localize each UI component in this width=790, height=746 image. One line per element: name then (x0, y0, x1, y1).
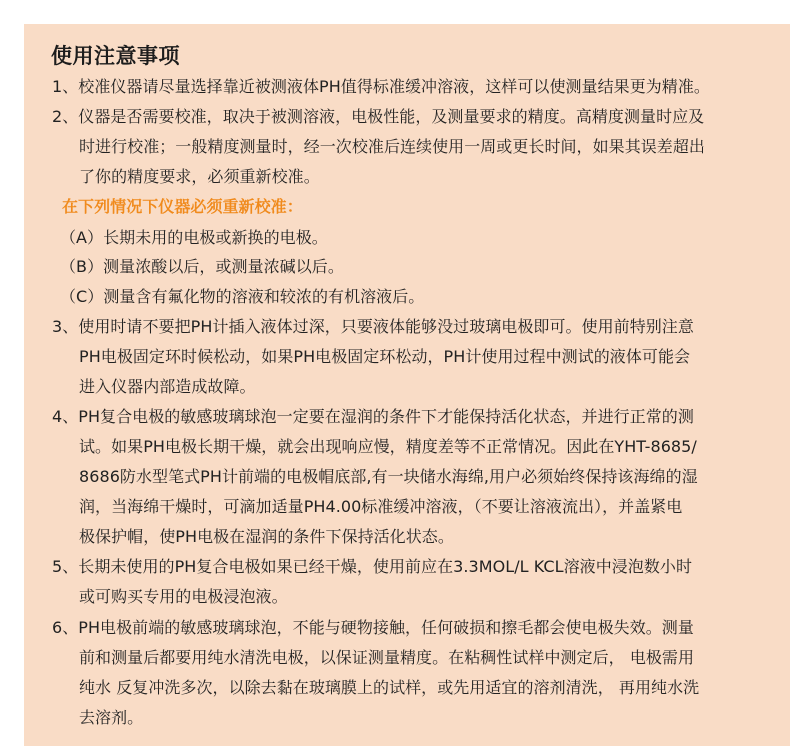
item-6-line-4: 去溶剂。 (79, 708, 144, 727)
item-3-line-2: PH电极固定环时候松动，如果PH电极固定环松动，PH计使用过程中测试的液体可能会 (79, 347, 691, 366)
item-1-line-1: 1、校准仪器请尽量选择靠近被测液体PH值得标准缓冲溶液，这样可以使测量结果更为精准。 (52, 77, 710, 96)
item-4-line-3: 8686防水型笔式PH计前端的电极帽底部,有一块储水海绵,用户必须始终保持该海绵的湿 (79, 467, 698, 486)
item-4-line-2: 试。如果PH电极长期干燥，就会出现响应慢，精度差等不正常情况。因此在YHT-8685/ (79, 437, 697, 456)
recalibration-heading: 在下列情况下仪器必须重新校准： (62, 197, 303, 216)
item-6-line-3: 纯水 反复冲洗多次，以除去黏在玻璃膜上的试样，或先用适宜的溶剂清洗， 再用纯水洗 (79, 678, 700, 697)
item-5-line-2: 或可购买专用的电极浸泡液。 (79, 587, 288, 606)
item-2-line-3: 了你的精度要求，必须重新校准。 (79, 167, 320, 186)
item-3-line-3: 进入仪器内部造成故障。 (79, 377, 256, 396)
case-b: （B）测量浓酸以后，或测量浓碱以后。 (60, 257, 344, 276)
item-6-line-2: 前和测量后都要用纯水清洗电极，以保证测量精度。在粘稠性试样中测定后， 电极需用 (79, 648, 695, 667)
item-4-line-1: 4、PH复合电极的敏感玻璃球泡一定要在湿润的条件下才能保持活化状态，并进行正常的测 (52, 407, 694, 426)
item-2-line-1: 2、仪器是否需要校准，取决于被测溶液，电极性能，及测量要求的精度。高精度测量时应及 (52, 107, 705, 126)
item-2-line-2: 时进行校准；一般精度测量时，经一次校准后连续使用一周或更长时间，如果其误差超出 (79, 137, 705, 156)
case-c: （C）测量含有氟化物的溶液和较浓的有机溶液后。 (60, 287, 425, 306)
item-6-line-1: 6、PH电极前端的敏感玻璃球泡，不能与硬物接触，任何破损和擦毛都会使电极失效。测量 (52, 618, 694, 637)
item-4-line-5: 极保护帽，使PH电极在湿润的条件下保持活化状态。 (79, 527, 454, 546)
item-3-line-1: 3、使用时请不要把PH计插入液体过深，只要液体能够没过玻璃电极即可。使用前特别注意 (52, 317, 694, 336)
case-a: （A）长期未用的电极或新换的电极。 (60, 228, 328, 247)
item-4-line-4: 润，当海绵干燥时，可滴加适量PH4.00标准缓冲溶液，（不要让溶液流出），并盖紧电 (79, 497, 683, 516)
page-title: 使用注意事项 (51, 44, 180, 68)
item-5-line-1: 5、长期未使用的PH复合电极如果已经干燥，使用前应在3.3MOL/L KCL溶液中浸泡数小时 (52, 557, 693, 576)
